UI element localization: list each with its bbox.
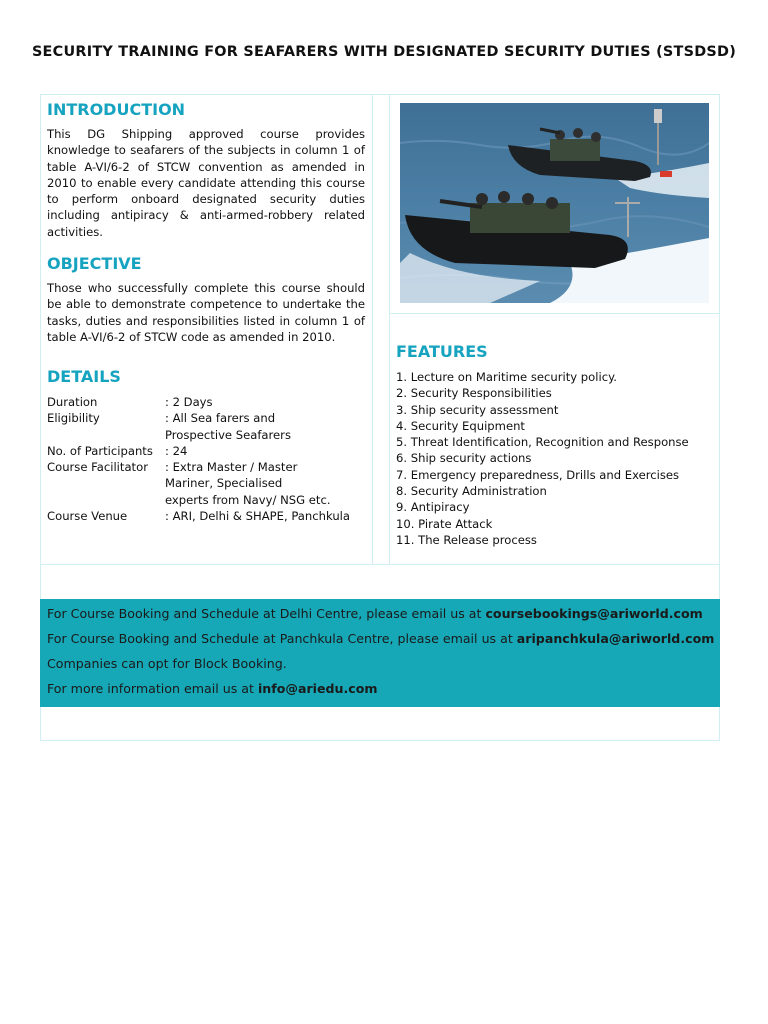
details-label: Eligibility [47,411,100,426]
details-table [47,394,367,524]
features-heading: FEATURES [396,342,488,361]
details-label: Duration [47,395,98,409]
details-label: Course Facilitator [47,460,148,475]
features-list [396,369,716,548]
delhi-booking-text: For Course Booking and Schedule at Delhi Centre, please email us at [47,606,486,621]
column-divider [372,94,373,564]
panchkula-booking-text: For Course Booking and Schedule at Panchkula Centre, please email us at [47,631,517,646]
info-line [47,681,378,696]
list-item: 8. Security Administration [396,484,547,499]
list-item: 10. Pirate Attack [396,516,493,531]
info-text: For more information email us at [47,681,258,696]
details-label: No. of Participants [47,443,153,458]
page-title: SECURITY TRAINING FOR SEAFARERS WITH DESIGNATED SECURITY DUTIES (STSDSD) [31,44,737,60]
introduction-heading: INTRODUCTION [47,100,186,119]
delhi-booking-line [47,606,703,621]
details-row-venue [47,508,367,524]
list-item: 1. Lecture on Maritime security policy. [396,370,617,384]
security-boats-photo [400,103,709,303]
details-row-duration [47,394,367,410]
introduction-text: This DG Shipping approved course provides knowledge to seafarers of the subjects in column 1 of table A-VI/6-2 of STCW convention as amended in 2010 to enable every candidate attending this course to perform onboard designated security duties including antipiracy & anti-armed-robbery related activities. [47,127,365,239]
details-row-participants [47,443,367,459]
list-item: 3. Ship security assessment [396,402,559,417]
details-row-eligibility [47,410,367,443]
panchkula-booking-line [47,631,714,646]
details-row-facilitator [47,459,367,508]
info-email-link[interactable]: info@ariedu.com [257,681,378,696]
list-item: 9. Antipiracy [396,500,470,515]
column-divider [389,94,390,564]
list-item: 4. Security Equipment [396,418,525,433]
details-heading: DETAILS [47,367,121,386]
details-value: : 2 Days [165,395,213,409]
list-item: 5. Threat Identification, Recognition and Response [396,435,689,450]
list-item: 2. Security Responsibilities [396,386,552,401]
delhi-email-link[interactable]: coursebookings@ariworld.com [485,606,703,621]
booking-banner [40,599,720,707]
objective-text: Those who successfully complete this course should be able to demonstrate competence to undertake the tasks, duties and responsibilities listed in column 1 of table A-VI/6-2 of STCW code as amended in 2010. [47,281,365,344]
row-divider [40,564,720,565]
row-divider [389,313,720,314]
list-item: 11. The Release process [396,532,537,547]
objective-heading: OBJECTIVE [47,254,142,273]
details-value: : ARI, Delhi & SHAPE, Panchkula [165,509,351,524]
block-booking-line: Companies can opt for Block Booking. [47,656,287,671]
details-value: : All Sea farers and Prospective Seafarers [165,411,291,442]
panchkula-email-link[interactable]: aripanchkula@ariworld.com [516,631,715,646]
list-item: 7. Emergency preparedness, Drills and Exercises [396,467,680,482]
details-label: Course Venue [47,509,128,524]
list-item: 6. Ship security actions [396,451,532,466]
details-value: : Extra Master / Master Mariner, Specialised experts from Navy/ NSG etc. [165,460,331,507]
details-value: : 24 [165,443,188,458]
